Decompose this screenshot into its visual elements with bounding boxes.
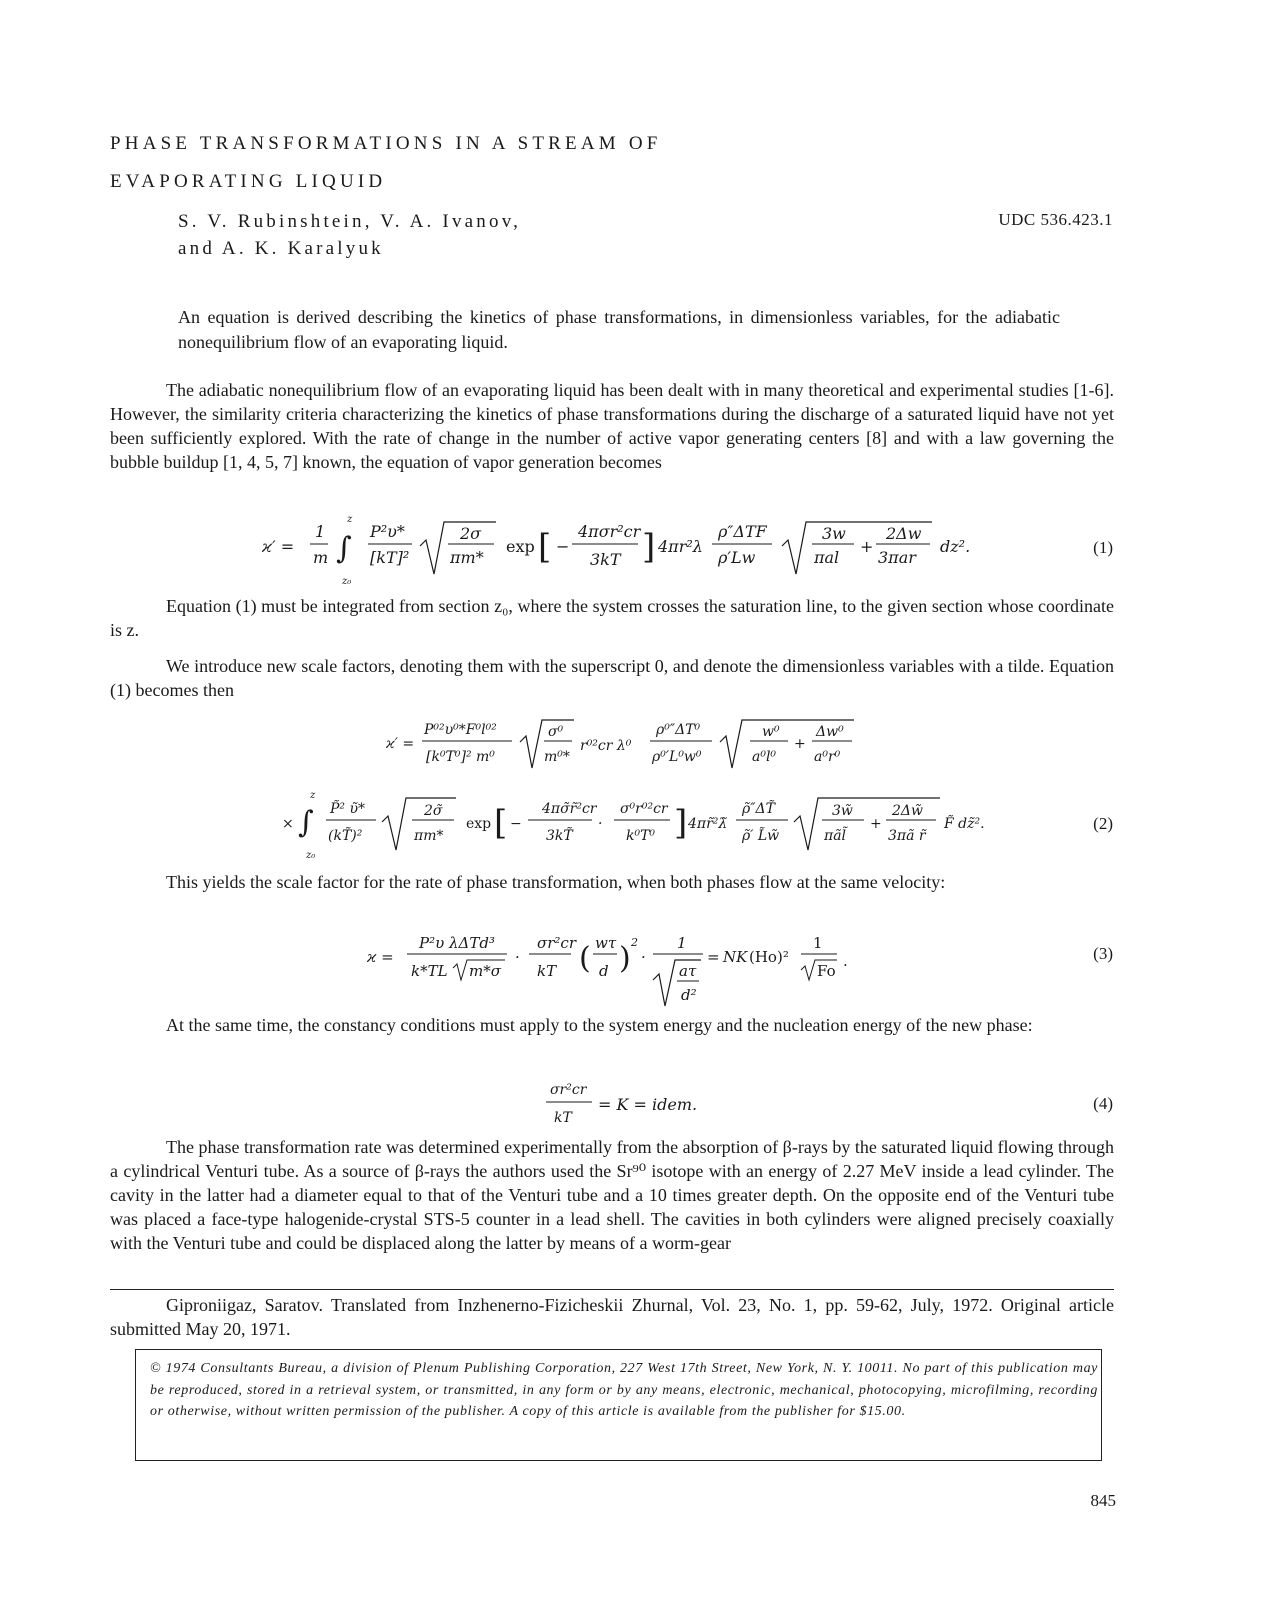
title-line-2: EVAPORATING LIQUID xyxy=(110,171,387,192)
svg-text:1: 1 xyxy=(315,522,326,541)
svg-text:z: z xyxy=(310,790,316,801)
svg-text:2Δw: 2Δw xyxy=(886,524,922,543)
svg-text:NK: NK xyxy=(723,948,748,966)
footnote-rule xyxy=(110,1289,1114,1290)
copyright-notice: © 1974 Consultants Bureau, a division of Plenum Publishing Corporation, 227 West 17th Street, New York, N. Y. 10011. No part of this publication may be reproduced, stored in a retrieval system, or transmitted, in any form or by any means, electronic, mechanical, photocopying, microfilming, recording or otherwise, without written permission of the publisher. A copy of this article is available from the publisher for $15.00. xyxy=(150,1361,1098,1419)
svg-text:+: + xyxy=(870,816,882,832)
svg-text:(Ho)²: (Ho)² xyxy=(749,948,789,966)
equation-2-number: (2) xyxy=(1093,814,1113,833)
svg-text:σ⁰r⁰²cr: σ⁰r⁰²cr xyxy=(620,801,668,817)
svg-text:): ) xyxy=(619,941,631,976)
svg-text:m: m xyxy=(313,548,329,567)
svg-text:∫: ∫ xyxy=(298,805,314,840)
svg-text:.: . xyxy=(843,952,848,970)
svg-text:ϰ′ =: ϰ′ = xyxy=(386,736,415,752)
paragraph-5: At the same time, the constancy conditions must apply to the system energy and the nucleation energy of the new phase: xyxy=(166,1015,1033,1035)
svg-text:z₀: z₀ xyxy=(342,576,352,586)
paragraph-4: This yields the scale factor for the rate of phase transformation, when both phases flow at the same velocity: xyxy=(166,872,946,892)
svg-text:σr²cr: σr²cr xyxy=(537,934,576,952)
svg-text:a⁰l⁰: a⁰l⁰ xyxy=(752,749,777,765)
svg-text:aτ: aτ xyxy=(679,962,697,980)
svg-text:+: + xyxy=(794,736,806,752)
svg-text:2Δw̃: 2Δw̃ xyxy=(892,803,924,819)
paragraph-1: The adiabatic nonequilibrium flow of an evaporating liquid has been dealt with in many theoretical and experimental studies [1-6]. However, the similarity criteria characterizing the kinetics of phase transformations during the discharge of a saturated liquid have not yet been sufficiently explored. With the rate of change in the number of active vapor generating centers [8] and with a law governing the bubble buildup [1, 4, 5, 7] known, the equation of vapor generation becomes xyxy=(110,380,1114,472)
svg-text:4πr²λ: 4πr²λ xyxy=(658,537,703,556)
svg-text:·: · xyxy=(515,948,520,966)
svg-text:ϰ′ =: ϰ′ = xyxy=(262,537,295,556)
svg-text:3w̃: 3w̃ xyxy=(832,803,853,819)
svg-text:Fo: Fo xyxy=(817,962,836,980)
udc-code: UDC 536.423.1 xyxy=(998,210,1113,229)
svg-text:σ⁰: σ⁰ xyxy=(548,724,564,740)
svg-text:P̃² υ̃*: P̃² υ̃* xyxy=(330,801,365,817)
footnote: Giproniigaz, Saratov. Translated from Inzhenerno-Fizicheskii Zhurnal, Vol. 23, No. 1, pp. 59-62, July, 1972. Original article submitted May 20, 1971. xyxy=(110,1295,1114,1339)
svg-text:]: ] xyxy=(674,803,688,843)
svg-text:ρ″ΔTF: ρ″ΔTF xyxy=(718,522,767,541)
svg-text:πal: πal xyxy=(814,548,840,567)
equation-4-number: (4) xyxy=(1093,1094,1113,1113)
svg-text:2σ̃: 2σ̃ xyxy=(424,803,443,819)
svg-text:m*σ: m*σ xyxy=(469,962,501,980)
svg-text:−: − xyxy=(556,537,570,556)
svg-text:∫: ∫ xyxy=(336,531,352,566)
svg-text:πm*: πm* xyxy=(450,548,484,567)
svg-text:4πσ̃r̃²cr: 4πσ̃r̃²cr xyxy=(542,801,597,817)
svg-text:ρ⁰′L⁰w⁰: ρ⁰′L⁰w⁰ xyxy=(652,749,702,765)
paragraph-2: Equation (1) must be integrated from section z₀, where the system crosses the saturation line, to the given section whose coordinate is z. xyxy=(110,596,1114,640)
svg-text:ρ′Lw: ρ′Lw xyxy=(718,548,756,567)
svg-text:·: · xyxy=(641,948,646,966)
svg-text:ϰ =: ϰ = xyxy=(367,948,394,966)
equation-3 xyxy=(365,930,895,1010)
svg-text:P⁰²υ⁰*F⁰l⁰²: P⁰²υ⁰*F⁰l⁰² xyxy=(424,722,497,738)
svg-text:d²: d² xyxy=(681,986,697,1004)
svg-text:[: [ xyxy=(538,527,552,567)
svg-text:[kT]²: [kT]² xyxy=(370,548,410,567)
paragraph-6: The phase transformation rate was determined experimentally from the absorption of β-rays by the saturated liquid flowing through a cylindrical Venturi tube. As a source of β-rays the authors used the Sr⁹⁰ isotope with an energy of 2.27 MeV inside a lead cylinder. The cavity in the latter had a diameter equal to that of the Venturi tube and a 10 times greater depth. On the opposite end of the Venturi tube was placed a face-type halogenide-crystal STS-5 counter in a lead shell. The cavities in both cylinders were aligned precisely coaxially with the Venturi tube and could be displaced along the latter by means of a worm-gear xyxy=(110,1137,1114,1253)
svg-text:+: + xyxy=(860,537,874,556)
equation-4-rhs: = K = idem. xyxy=(598,1095,698,1114)
svg-text:d: d xyxy=(599,962,609,980)
svg-text:P²υ λΔTd³: P²υ λΔTd³ xyxy=(419,934,495,952)
svg-text:]: ] xyxy=(642,527,656,567)
svg-text:3w: 3w xyxy=(822,524,846,543)
svg-text:dz².: dz². xyxy=(940,537,971,556)
svg-text:k⁰T⁰: k⁰T⁰ xyxy=(626,828,656,844)
authors-line-1: S. V. Rubinshtein, V. A. Ivanov, xyxy=(178,211,522,232)
equation-4-fraction xyxy=(540,1076,600,1130)
abstract: An equation is derived describing the kinetics of phase transformations, in dimensionless variables, for the adiabatic nonequilibrium flow of an evaporating liquid. xyxy=(178,307,1060,352)
svg-text:3kT̃: 3kT̃ xyxy=(546,828,573,844)
svg-text:F̃ dz̃².: F̃ dz̃². xyxy=(944,816,985,832)
svg-text:4πσr²cr: 4πσr²cr xyxy=(578,522,641,541)
svg-text:P²υ*: P²υ* xyxy=(370,522,405,541)
svg-text:z: z xyxy=(347,514,353,525)
svg-text:ρ̃″ΔT̃: ρ̃″ΔT̃ xyxy=(742,801,775,817)
svg-text:3kT: 3kT xyxy=(590,550,621,569)
paragraph-3: We introduce new scale factors, denoting them with the superscript 0, and denote the dimensionless variables with a tilde. Equation (1) becomes then xyxy=(110,656,1114,700)
svg-text:=: = xyxy=(707,948,720,966)
svg-text:·: · xyxy=(598,816,603,832)
svg-text:[: [ xyxy=(494,803,508,843)
svg-text:wτ: wτ xyxy=(595,934,617,952)
svg-text:ρ⁰″ΔT⁰: ρ⁰″ΔT⁰ xyxy=(656,722,701,738)
equation-1-number: (1) xyxy=(1093,538,1113,557)
svg-text:2: 2 xyxy=(631,936,638,949)
svg-text:πãl̃: πãl̃ xyxy=(824,828,847,844)
svg-text:kT: kT xyxy=(554,1110,572,1126)
svg-text:(kT̃)²: (kT̃)² xyxy=(328,828,363,844)
svg-text:[k⁰T⁰]² m⁰: [k⁰T⁰]² m⁰ xyxy=(426,749,495,765)
equation-2 xyxy=(280,712,1000,870)
authors xyxy=(178,208,521,262)
svg-text:a⁰r⁰: a⁰r⁰ xyxy=(814,749,841,765)
svg-text:3πã r̃: 3πã r̃ xyxy=(888,828,926,844)
svg-text:m⁰*: m⁰* xyxy=(544,749,570,765)
paper-title xyxy=(110,125,662,201)
svg-text:×: × xyxy=(282,816,294,832)
svg-text:−: − xyxy=(510,816,522,832)
svg-text:1: 1 xyxy=(813,934,823,952)
title-line-1: PHASE TRANSFORMATIONS IN A STREAM OF xyxy=(110,133,662,154)
svg-text:exp: exp xyxy=(506,537,535,556)
equation-1 xyxy=(260,508,1000,586)
svg-text:πm*: πm* xyxy=(414,828,444,844)
svg-text:exp: exp xyxy=(466,816,492,832)
svg-text:z₀: z₀ xyxy=(306,850,316,861)
svg-text:ρ̃′ L̃w̃: ρ̃′ L̃w̃ xyxy=(742,828,780,844)
equation-3-number: (3) xyxy=(1093,944,1113,963)
svg-text:k*TL: k*TL xyxy=(411,962,448,980)
svg-text:2σ: 2σ xyxy=(460,524,482,543)
svg-text:3πar: 3πar xyxy=(878,548,916,567)
svg-text:kT: kT xyxy=(537,962,557,980)
authors-line-2: and A. K. Karalyuk xyxy=(178,238,384,259)
page-number: 845 xyxy=(1090,1491,1116,1510)
svg-text:w⁰: w⁰ xyxy=(762,724,780,740)
svg-text:σr²cr: σr²cr xyxy=(550,1082,587,1098)
svg-text:(: ( xyxy=(579,941,591,976)
svg-text:Δw⁰: Δw⁰ xyxy=(816,724,844,740)
svg-text:1: 1 xyxy=(677,934,687,952)
svg-text:4πr̃²λ̃: 4πr̃²λ̃ xyxy=(688,816,728,832)
svg-text:r⁰²cr λ⁰: r⁰²cr λ⁰ xyxy=(580,738,632,754)
